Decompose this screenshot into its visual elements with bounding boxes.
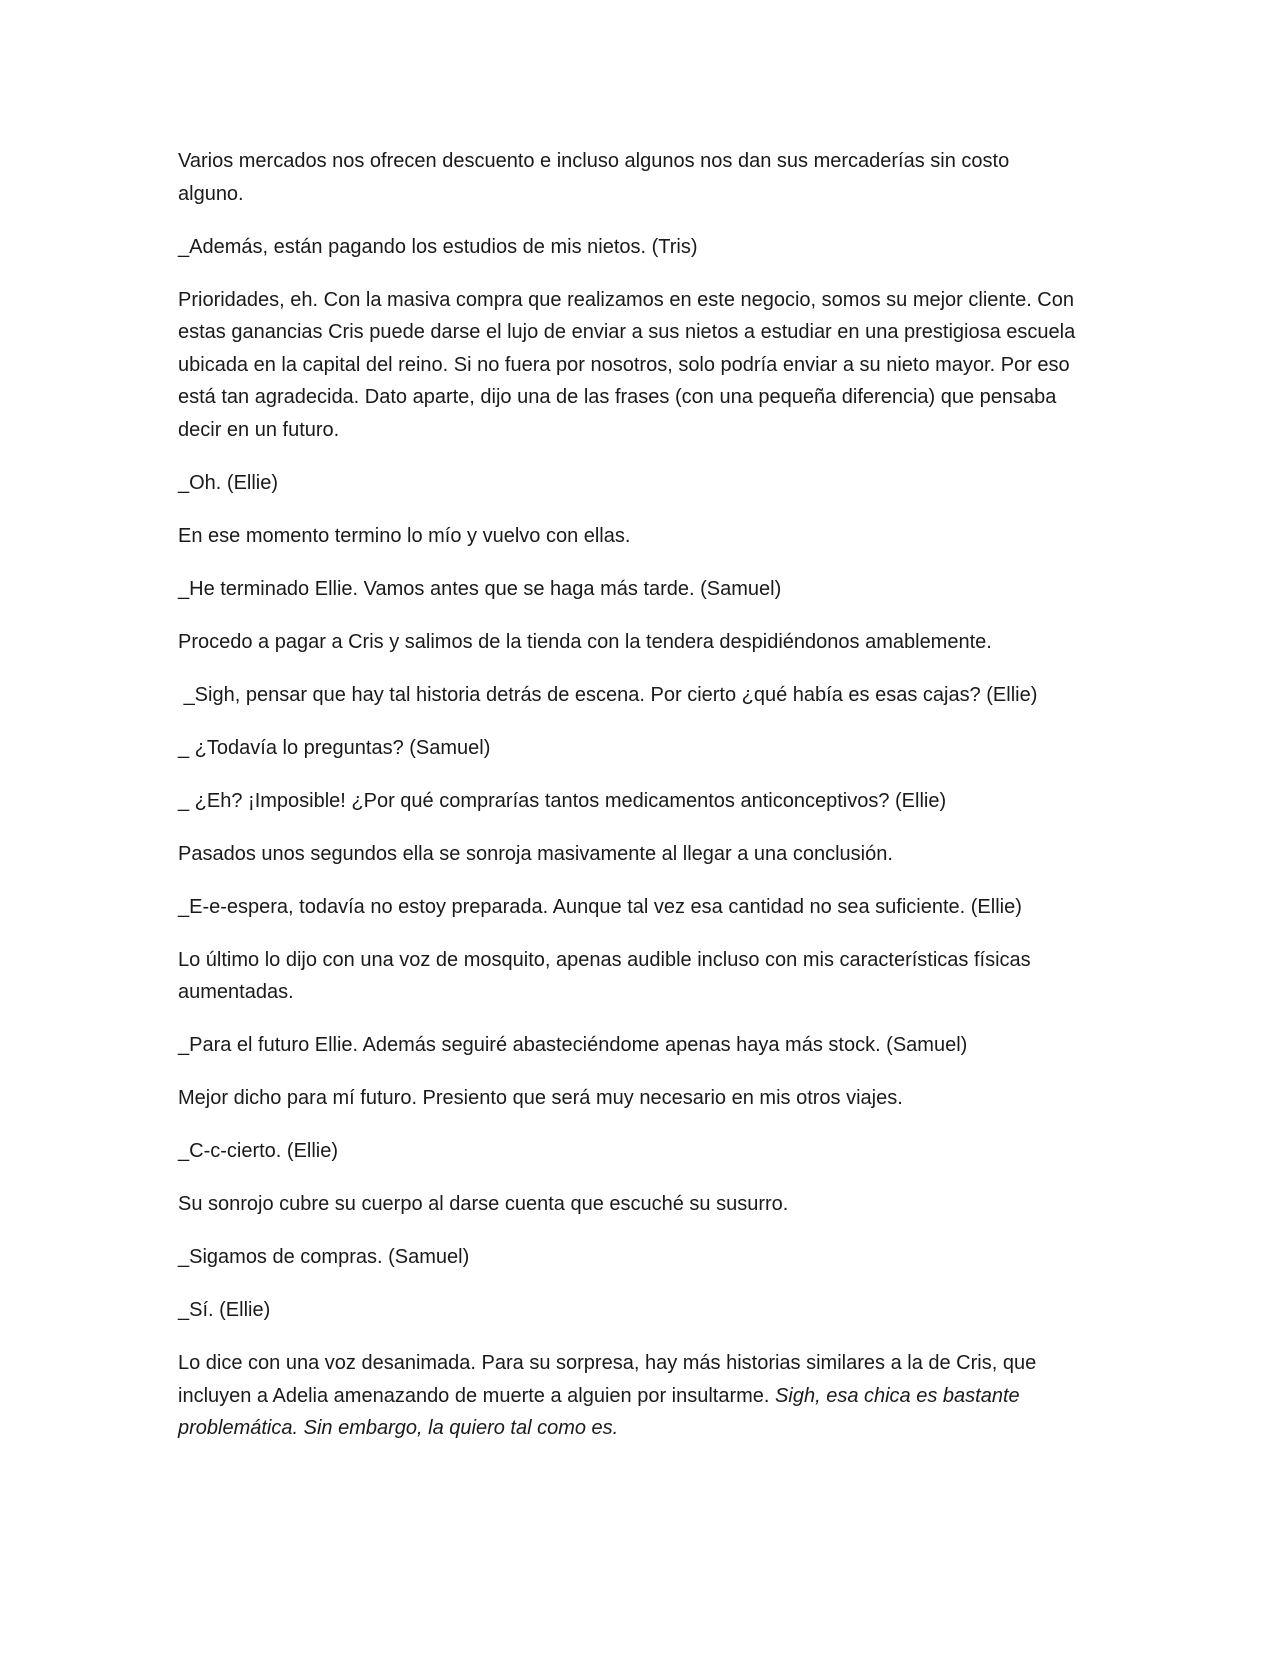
dialogue-line: _Oh. (Ellie) bbox=[178, 471, 279, 494]
paragraph: Mejor dicho para mí futuro. Presiento que será muy necesario en mis otros viajes. bbox=[178, 1087, 903, 1109]
paragraph: Su sonrojo cubre su cuerpo al darse cuenta que escuché su susurro. bbox=[178, 1193, 789, 1215]
dialogue-line: _Sí. (Ellie) bbox=[178, 1299, 271, 1321]
paragraph: Procedo a pagar a Cris y salimos de la tienda con la tendera despidiéndonos amablemente. bbox=[178, 630, 992, 653]
dialogue-line: _C-c-cierto. (Ellie) bbox=[178, 1140, 339, 1162]
paragraph: Lo último lo dijo con una voz de mosquito, apenas audible incluso con mis características físicas aumentadas. bbox=[178, 948, 1031, 1003]
document-body bbox=[178, 145, 1078, 1465]
paragraph: Varios mercados nos ofrecen descuento e incluso algunos nos dan sus mercaderías sin costo alguno. bbox=[178, 150, 1010, 205]
dialogue-line: _Sigh, pensar que hay tal historia detrás de escena. Por cierto ¿qué había es esas cajas? (Ellie) bbox=[178, 683, 1038, 706]
closing-paragraph bbox=[178, 1347, 1078, 1445]
paragraph: Prioridades, eh. Con la masiva compra que realizamos en este negocio, somos su mejor cliente. Con estas ganancias Cris puede darse el lujo de enviar a sus nietos a estudiar en una prestigiosa escuela ubicada en la capital del reino. Si no fuera por nosotros, solo podría enviar a su nieto mayor. Por eso está tan agradecida. Dato aparte, dijo una de las frases (con una pequeña diferencia) que pensaba decir en un futuro. bbox=[178, 288, 1076, 441]
dialogue-line: _Para el futuro Ellie. Además seguiré abasteciéndome apenas haya más stock. (Samuel) bbox=[178, 1034, 968, 1056]
dialogue-line: _ ¿Eh? ¡Imposible! ¿Por qué comprarías tantos medicamentos anticonceptivos? (Ellie) bbox=[178, 789, 947, 812]
dialogue-line: _ ¿Todavía lo preguntas? (Samuel) bbox=[178, 736, 491, 759]
dialogue-line: _He terminado Ellie. Vamos antes que se haga más tarde. (Samuel) bbox=[178, 577, 782, 600]
dialogue-line: _Además, están pagando los estudios de mis nietos. (Tris) bbox=[178, 235, 698, 258]
paragraph: Pasados unos segundos ella se sonroja masivamente al llegar a una conclusión. bbox=[178, 842, 893, 865]
closing-paragraph-italic-text: Sigh, esa chica es bastante problemática. Sin embargo, la quiero tal como es. bbox=[178, 1384, 1020, 1439]
paragraph: En ese momento termino lo mío y vuelvo con ellas. bbox=[178, 524, 631, 547]
dialogue-line: _Sigamos de compras. (Samuel) bbox=[178, 1246, 470, 1268]
dialogue-line: _E-e-espera, todavía no estoy preparada. Aunque tal vez esa cantidad no sea suficiente. (Ellie) bbox=[178, 895, 1022, 918]
closing-paragraph-normal-text: Lo dice con una voz desanimada. Para su sorpresa, hay más historias similares a la de Cris, que incluyen a Adelia amenazando de muerte a alguien por insultarme. bbox=[178, 1352, 1037, 1407]
